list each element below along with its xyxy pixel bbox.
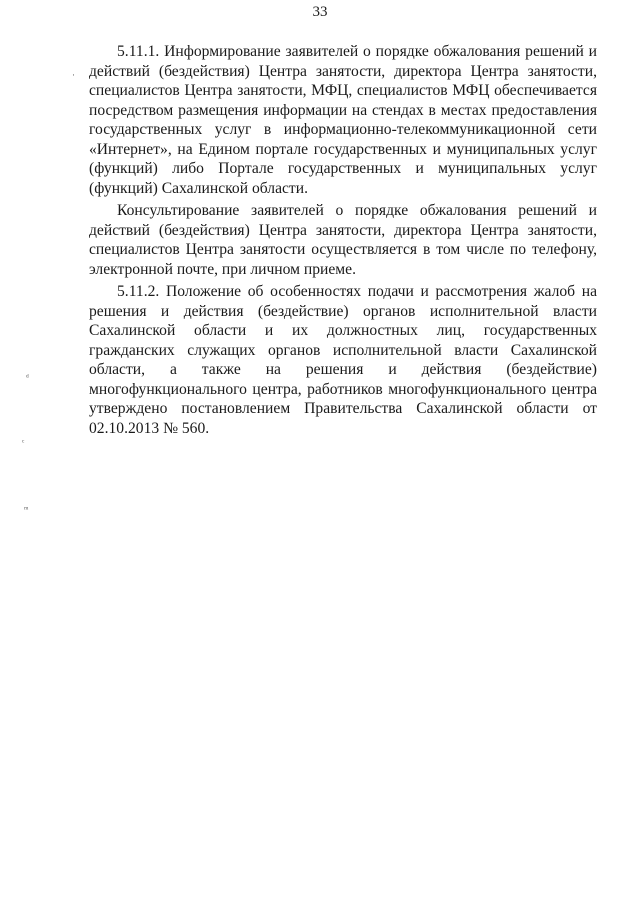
document-body xyxy=(89,42,597,441)
scan-artifact-mark: ᶜ xyxy=(22,437,25,447)
scan-artifact-mark: · xyxy=(72,70,75,80)
paragraph-5-11-2: 5.11.2. Положение об особенностях подачи и рассмотрения жалоб на решения и действия (бездействие) органов исполнительной власти Сахалинской области и их должностных лиц, государственных гражданских служащих органов исполнительной власти Сахалинской области, а также на решения и действия (бездействие) многофункционального центра, работников многофункционального центра утверждено постановлением Правительства Сахалинской области от 02.10.2013 № 560. xyxy=(89,283,597,437)
page-number: 33 xyxy=(312,4,328,20)
paragraph-consultation: Консультирование заявителей о порядке обжалования решений и действий (бездействия) Центра занятости, директора Центра занятости, специалистов Центра занятости осуществляется в том числе по телефону, электронной почте, при личном приеме. xyxy=(89,202,597,278)
scan-artifact-mark: ᵐ xyxy=(24,504,29,514)
scan-artifact-mark: ᵈ xyxy=(26,372,29,382)
paragraph-5-11-1: 5.11.1. Информирование заявителей о порядке обжалования решений и действий (бездействия) Центра занятости, директора Центра занятости, специалистов Центра занятости, МФЦ, специалистов МФЦ обеспечивается посредством размещения информации на стендах в местах предоставления государственных услуг в информационно-телекоммуникационной сети «Интернет», на Едином портале государственных и муниципальных услуг (функций) либо Портале государственных и муниципальных услуг (функций) Сахалинской области. xyxy=(89,43,597,197)
